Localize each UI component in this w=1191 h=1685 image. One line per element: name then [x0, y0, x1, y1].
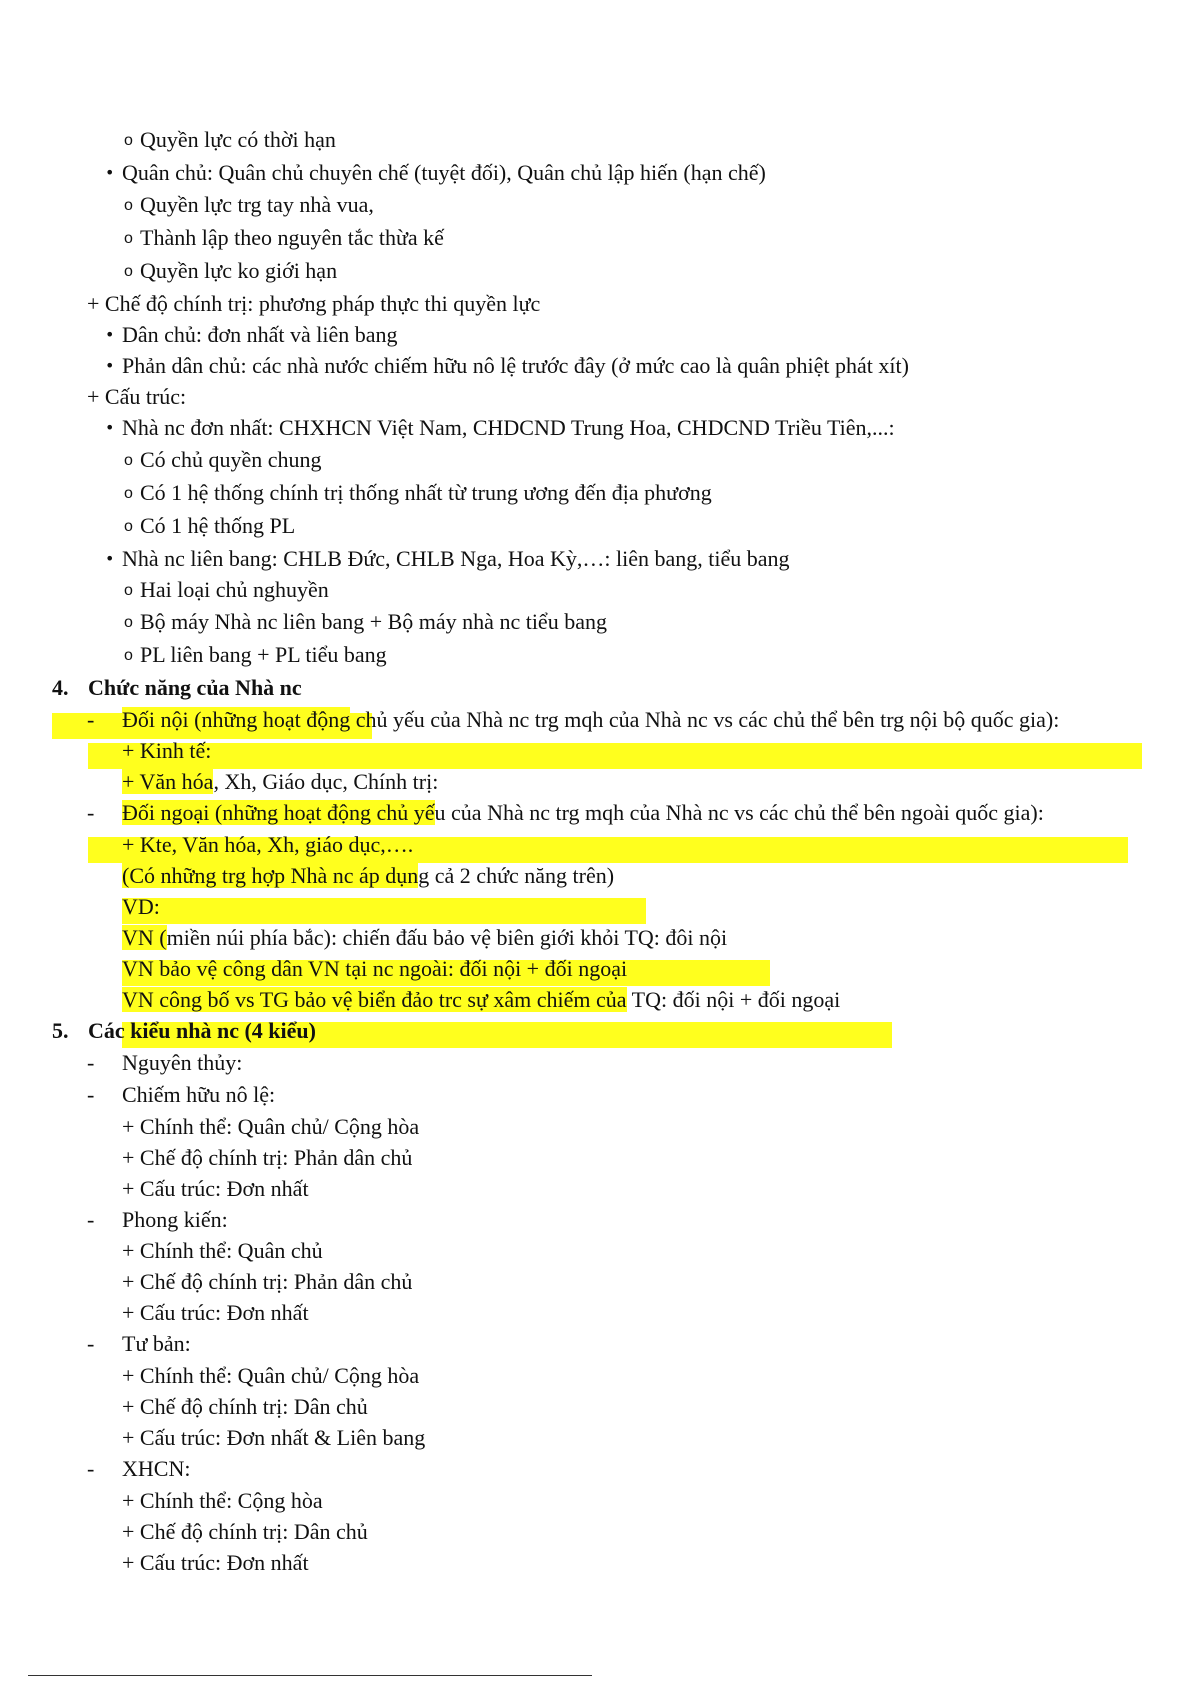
list-item: o Quyền lực ko giới hạn [140, 256, 337, 286]
list-item: o Có chủ quyền chung [140, 445, 321, 475]
list-item: + Chính thể: Cộng hòa [122, 1488, 323, 1513]
list-item: + Văn hóa, Xh, Giáo dục, Chính trị: [122, 769, 439, 794]
list-item: o Quyền lực có thời hạn [140, 125, 336, 155]
list-item: + Chế độ chính trị: phương pháp thực thi quyền lực [87, 291, 541, 316]
list-item: + Cấu trúc: [87, 384, 187, 409]
list-item: + Chế độ chính trị: Phản dân chủ [122, 1269, 413, 1294]
list-item: + Cấu trúc: Đơn nhất [122, 1176, 309, 1201]
list-item: • Dân chủ: đơn nhất và liên bang [122, 320, 398, 350]
list-item: - Nguyên thủy: [122, 1048, 242, 1078]
list-item: + Cấu trúc: Đơn nhất [122, 1550, 309, 1575]
list-item: VN (miền núi phía bắc): chiến đấu bảo vệ biên giới khỏi TQ: đôi nội [122, 925, 728, 950]
list-item: o Bộ máy Nhà nc liên bang + Bộ máy nhà nc tiểu bang [140, 607, 607, 637]
list-item: + Kinh tế: [122, 738, 212, 763]
list-item: + Chế độ chính trị: Phản dân chủ [122, 1145, 413, 1170]
section-heading: 5. [52, 1018, 69, 1043]
section-heading-text: Các kiểu nhà nc (4 kiểu) [88, 1018, 316, 1043]
list-item: - Đối nội (những hoạt động chủ yếu của Nhà nc trg mqh của Nhà nc vs các chủ thể bên trg nội bộ quốc gia): [122, 705, 1059, 735]
list-item: (Có những trg hợp Nhà nc áp dụng cả 2 chức năng trên) [122, 863, 615, 888]
list-item: • Phản dân chủ: các nhà nước chiếm hữu nô lệ trước đây (ở mức cao là quân phiệt phát xít) [122, 351, 909, 381]
list-item: VN bảo vệ công dân VN tại nc ngoài: đối nội + đối ngoại [122, 956, 628, 981]
section-heading: 4. [52, 675, 69, 700]
list-item: o Thành lập theo nguyên tắc thừa kế [140, 223, 444, 253]
list-item: - Tư bản: [122, 1329, 191, 1359]
list-item: o Có 1 hệ thống chính trị thống nhất từ trung ương đến địa phương [140, 478, 712, 508]
list-item: + Chính thể: Quân chủ/ Cộng hòa [122, 1363, 420, 1388]
list-item: + Kte, Văn hóa, Xh, giáo dục,…. [122, 832, 414, 857]
list-item: o Hai loại chủ nghuyền [140, 575, 329, 605]
list-item: • Nhà nc đơn nhất: CHXHCN Việt Nam, CHDCND Trung Hoa, CHDCND Triều Tiên,...: [122, 413, 895, 443]
highlight-bar [88, 743, 1142, 769]
list-item: o Quyền lực trg tay nhà vua, [140, 190, 374, 220]
list-item: + Chế độ chính trị: Dân chủ [122, 1394, 368, 1419]
list-item: o Có 1 hệ thống PL [140, 511, 295, 541]
list-item: VD: [122, 894, 160, 919]
list-item: o PL liên bang + PL tiểu bang [140, 640, 387, 670]
list-item: VN công bố vs TG bảo vệ biển đảo trc sự xâm chiếm của TQ: đối nội + đối ngoại [122, 987, 841, 1012]
list-item: - Phong kiến: [122, 1205, 228, 1235]
list-item: - XHCN: [122, 1454, 190, 1484]
list-item: - Đối ngoại (những hoạt động chủ yếu của Nhà nc trg mqh của Nhà nc vs các chủ thể bên ngoài quốc gia): [122, 798, 1044, 828]
list-item: + Chính thể: Quân chủ/ Cộng hòa [122, 1114, 420, 1139]
list-item: + Chính thể: Quân chủ [122, 1238, 323, 1263]
page-bottom-rule [28, 1675, 592, 1676]
list-item: + Cấu trúc: Đơn nhất & Liên bang [122, 1425, 426, 1450]
section-heading-text: Chức năng của Nhà nc [88, 675, 302, 700]
list-item: • Nhà nc liên bang: CHLB Đức, CHLB Nga, Hoa Kỳ,…: liên bang, tiểu bang [122, 544, 790, 574]
list-item: + Cấu trúc: Đơn nhất [122, 1300, 309, 1325]
highlight-bar [122, 898, 646, 924]
list-item: - Chiếm hữu nô lệ: [122, 1080, 275, 1110]
list-item: + Chế độ chính trị: Dân chủ [122, 1519, 368, 1544]
list-item: • Quân chủ: Quân chủ chuyên chế (tuyệt đối), Quân chủ lập hiến (hạn chế) [122, 158, 766, 188]
